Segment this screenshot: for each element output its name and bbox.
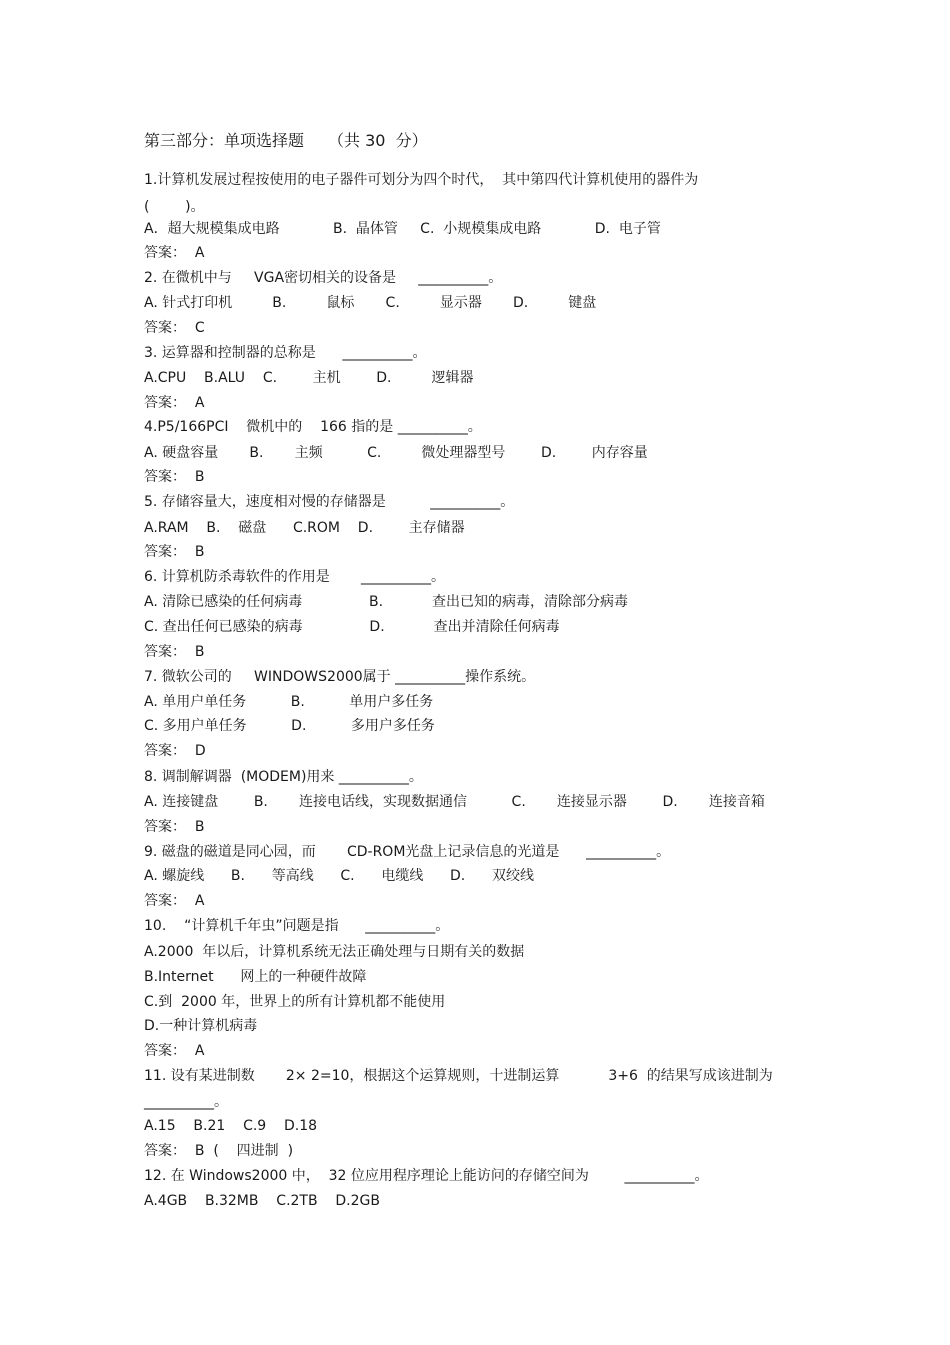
question-line: A. 连接键盘 B. 连接电话线，实现数据通信 C. 连接显示器 D. 连接音箱: [144, 794, 765, 810]
section-title: 第三部分：单项选择题 （共 30 分）: [144, 131, 428, 150]
question-line: A.2000 年以后，计算机系统无法正确处理与日期有关的数据: [144, 944, 525, 960]
answer-line: 答案： B: [144, 544, 205, 560]
question-line: 9. 磁盘的磁道是同心园，而 CD-ROM光盘上记录信息的光道是 __________。: [144, 844, 671, 860]
question-line: B.Internet 网上的一种硬件故障: [144, 969, 367, 985]
question-line: ( )。: [144, 199, 205, 215]
question-line: D.一种计算机病毒: [144, 1018, 258, 1034]
question-line: A. 螺旋线 B. 等高线 C. 电缆线 D. 双绞线: [144, 868, 534, 884]
question-line: 4.P5/166PCI 微机中的 166 指的是 __________。: [144, 419, 482, 435]
question-line: 12. 在 Windows2000 中， 32 位应用程序理论上能访问的存储空间为 __________。: [144, 1168, 709, 1184]
answer-line: 答案： C: [144, 320, 205, 336]
question-line: A.15 B.21 C.9 D.18: [144, 1118, 318, 1134]
question-line: 3. 运算器和控制器的总称是 __________。: [144, 345, 427, 361]
question-line: 2. 在微机中与 VGA密切相关的设备是 __________。: [144, 270, 503, 286]
question-line: A. 清除已感染的任何病毒 B. 查出已知的病毒，清除部分病毒: [144, 594, 628, 610]
question-line: C. 查出任何已感染的病毒 D. 查出并清除任何病毒: [144, 619, 560, 635]
question-line: 11. 设有某进制数 2× 2=10，根据这个运算规则，十进制运算 3+6 的结果写成该进制为: [144, 1068, 773, 1084]
answer-line: 答案： B: [144, 819, 205, 835]
answer-line: 答案： A: [144, 893, 205, 909]
question-line: A. 针式打印机 B. 鼠标 C. 显示器 D. 键盘: [144, 295, 597, 311]
question-line: A．超大规模集成电路 B. 晶体管 C. 小规模集成电路 D. 电子管: [144, 221, 661, 237]
answer-line: 答案： A: [144, 245, 205, 261]
question-line: A.CPU B.ALU C. 主机 D. 逻辑器: [144, 370, 474, 386]
answer-line: 答案： A: [144, 395, 205, 411]
answer-line: 答案： B: [144, 469, 205, 485]
question-line: __________。: [144, 1094, 228, 1110]
answer-line: 答案： A: [144, 1043, 205, 1059]
question-line: C.到 2000 年，世界上的所有计算机都不能使用: [144, 994, 446, 1010]
question-line: 10. “计算机千年虫”问题是指 __________。: [144, 918, 450, 934]
question-line: C. 多用户单任务 D. 多用户多任务: [144, 718, 435, 734]
question-line: 8. 调制解调器 (MODEM)用来 __________。: [144, 769, 423, 785]
question-line: A.RAM B. 磁盘 C.ROM D. 主存储器: [144, 520, 465, 536]
question-line: A. 硬盘容量 B. 主频 C. 微处理器型号 D. 内存容量: [144, 445, 648, 461]
answer-line: 答案： B: [144, 644, 205, 660]
question-line: 6. 计算机防杀毒软件的作用是 __________。: [144, 569, 445, 585]
question-line: A. 单用户单任务 B. 单用户多任务: [144, 694, 434, 710]
question-line: 5. 存储容量大，速度相对慢的存储器是 __________。: [144, 494, 515, 510]
question-line: 1.计算机发展过程按使用的电子器件可划分为四个时代， 其中第四代计算机使用的器件为: [144, 172, 699, 188]
question-line: 7. 微软公司的 WINDOWS2000属于 __________操作系统。: [144, 669, 536, 685]
answer-line: 答案： B ( 四进制 ): [144, 1143, 294, 1159]
question-line: A.4GB B.32MB C.2TB D.2GB: [144, 1193, 380, 1209]
answer-line: 答案： D: [144, 743, 206, 759]
